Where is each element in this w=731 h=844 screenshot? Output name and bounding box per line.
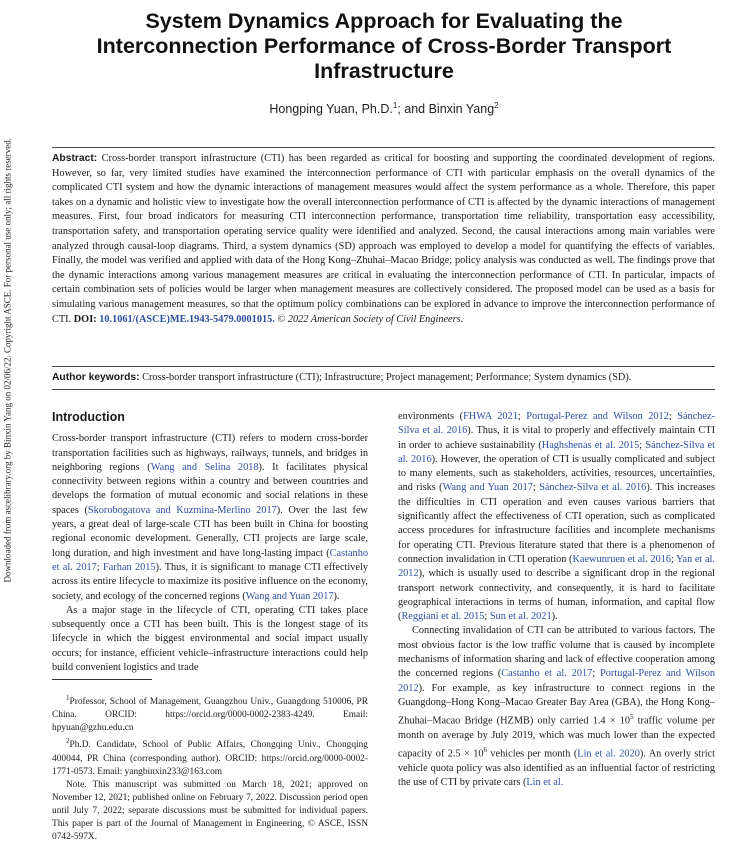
copyright: © 2022 American Society of Civil Engineers. bbox=[277, 313, 464, 325]
abstract-label: Abstract: bbox=[52, 153, 98, 164]
body-text: ). An overly strict vehicle quota policy was also identified as an influential factor of restricting the use of CTI by private cars ( bbox=[398, 748, 715, 789]
author-2-affil: 2 bbox=[494, 101, 499, 110]
citation-link[interactable]: Sun et al. 2021 bbox=[489, 611, 552, 623]
footnote-2: $^2$Ph.D. Candidate, School of Public Affairs, Chongqing Univ., Chongqing 400044, PR China (corresponding author). ORCID: https://orcid.org/0000-0002-1771-0573. Email: yangbinxin233@163.com bbox=[52, 737, 368, 777]
body-text: ; bbox=[532, 482, 540, 494]
body-text: ). It facilitates physical connectivity between regions within a country and between countries and develops the formation of mutual economic and social relations in these spaces ( bbox=[52, 461, 368, 516]
intro-paragraph-1 bbox=[52, 432, 368, 604]
introduction-heading: Introduction bbox=[52, 410, 125, 424]
citation-link[interactable]: Sánchez-Silva et al. 2016 bbox=[539, 482, 647, 494]
keywords-text: Cross-border transport infrastructure (CTI); Infrastructure; Project management; Performance; System dynamics (SD). bbox=[142, 372, 632, 383]
citation-link[interactable]: Sánchez-Silva et al. 2016 bbox=[398, 439, 715, 465]
body-text: ; bbox=[671, 553, 677, 565]
body-text: ). bbox=[333, 590, 340, 602]
keywords-label: Author keywords: bbox=[52, 372, 140, 383]
citation-link[interactable]: Wang and Selina 2018 bbox=[150, 461, 259, 473]
superscript: 6 bbox=[483, 746, 487, 755]
body-text: ; bbox=[592, 668, 601, 680]
right-column bbox=[398, 410, 715, 791]
body-text: Cross-border transport infrastructure (CTI) refers to modern cross-border transportation facilities such as highways, railways, tunnels, and bridges in neighboring regions ( bbox=[52, 433, 368, 473]
citation-link[interactable]: Wang and Yuan 2017 bbox=[442, 482, 533, 494]
citation-link[interactable]: Wang and Yuan 2017 bbox=[245, 590, 334, 602]
author-line bbox=[70, 101, 698, 116]
keywords-top-rule bbox=[52, 366, 715, 367]
footnote-rule bbox=[52, 679, 152, 680]
author-1-affil: 1 bbox=[392, 101, 398, 110]
body-text: ), which is usually used to describe a significant drop in the regional transport network connectivity, and consequently, it is hard to facilitate geographical interactions in terms of human, information, and capital flow ( bbox=[398, 568, 715, 623]
body-text: ). However, the operation of CTI is usually complicated and subject to many elements, such as stakeholders, activities, resources, uncertainties, and risks ( bbox=[398, 453, 715, 494]
intro-paragraph-3 bbox=[398, 410, 715, 624]
citation-link[interactable]: Lin et al. bbox=[526, 777, 564, 789]
keywords-bottom-rule bbox=[52, 389, 715, 390]
author-separator: ; and Binxin Yang bbox=[397, 102, 495, 117]
citation-link[interactable]: Haghshenas et al. 2015 bbox=[541, 439, 640, 451]
citation-link[interactable]: Portugal-Perez and Wilson 2012 bbox=[526, 411, 669, 422]
body-text: ; bbox=[517, 411, 527, 422]
body-text: vehicles per month ( bbox=[487, 748, 578, 760]
body-text: ; bbox=[96, 561, 103, 573]
superscript: 5 bbox=[630, 713, 634, 722]
body-text: traffic volume per month on average by July 2019, which was much lower than the expected capacity of 2.5 × 10 bbox=[398, 715, 715, 760]
body-text: ). For example, as key infrastructure to connect regions in the Guangdong–Hong Kong–Macao Greater Bay Area (GBA), the Hong Kong–Zhuhai–Macao Bridge (HZMB) only carried 1.4 × 10 bbox=[398, 682, 715, 727]
author-1: Hongping Yuan, Ph.D. bbox=[269, 102, 393, 117]
footnote-1: $^1$Professor, School of Management, Guangzhou Univ., Guangdong 510006, PR China. ORCID: https://orcid.org/0000-0002-2383-4249. Email: hpyuan@gzhu.edu.cn bbox=[52, 694, 368, 734]
citation-link[interactable]: Castanho et al. 2017 bbox=[501, 668, 593, 680]
intro-paragraph-4 bbox=[398, 624, 715, 790]
body-text: ; bbox=[668, 411, 678, 422]
doi-label: DOI: bbox=[73, 313, 97, 325]
doi-link[interactable]: 10.1061/(ASCE)ME.1943-5479.0001015. bbox=[99, 313, 275, 325]
citation-link[interactable]: Castanho et al. 2017 bbox=[52, 547, 368, 573]
citation-link[interactable]: Sánchez-Silva et al. 2016 bbox=[398, 411, 715, 437]
body-text: environments ( bbox=[398, 411, 464, 422]
body-text: ; bbox=[484, 611, 490, 623]
body-text: ). This increases the difficulties in CTI operation and even causes various barriers that significantly affect the effectiveness of CTI operation, such as complicated access procedures for infrastructure facilities and incomplete mechanisms for operating CTI. Previous literature stated that there is a phenomenon of connection invalidation in CTI operation ( bbox=[398, 482, 715, 565]
body-text: Connecting invalidation of CTI can be attributed to various factors. The most obvious factor is the low traffic volume that is caused by incomplete mechanisms of information sharing and lack of effective cooperation among the concerned regions ( bbox=[398, 625, 715, 680]
body-text: ). Over the last few years, a great deal of large-scale CTI has been built in China for boosting regional economic development. Generally, CTI projects are large scale, long duration, and high investment and have long-lasting impact ( bbox=[52, 504, 368, 559]
citation-link[interactable]: Skorobogatova and Kuzmina-Merlino 2017 bbox=[87, 504, 277, 516]
left-column bbox=[52, 410, 368, 844]
submission-note: Note. This manuscript was submitted on March 18, 2021; approved on November 12, 2021; published online on February 7, 2022. Discussion period open until July 7, 2022; separate discussions must be submitted for individual papers. This paper is part of the Journal of Management in Engineering, © ASCE, ISSN 0742-597X. bbox=[52, 779, 368, 842]
intro-paragraph-2: As a major stage in the lifecycle of CTI, operating CTI takes place subsequently once a CTI has been built. This is the longest stage of its lifecycle in which the biggest environmental and social impact usually occurs; for instance, efficient vehicle–infrastructure interactions could help build convenient logistics and trade bbox=[52, 604, 368, 674]
paper-title: System Dynamics Approach for Evaluating the Interconnection Performance of Cross-Border Transport Infrastructure bbox=[96, 9, 672, 83]
body-text: ). Thus, it is vital to properly and effectively maintain CTI in order to achieve sustainability ( bbox=[398, 425, 716, 451]
abstract-text: Cross-border transport infrastructure (CTI) has been regarded as critical for boosting and supporting the coordinated development of regions. However, so far, very limited studies have examined the interconnection performance of CTI with particular emphasis on the overall dynamics of the complicated CTI system and how the dynamic interactions of management measures would affect the system performance as a whole. Therefore, this paper takes on a dynamic and holistic view to investigate how the overall interconnection performance of CTI is affected by the dynamic interactions of management measures. First, four broad indicators for measuring CTI interconnection performance, transportation time reliability, transportation easy accessibility, transportation safety, and transportation operating service quality were identified and analyzed. Second, the causal interactions among main variables were analyzed through causal-loop diagrams. Third, a system dynamics (SD) approach was employed to develop a model for quantifying the effects of variables. Finally, the model was verified and applied with data of the Hong Kong–Zhuhai–Macao Bridge; policy analysis was conducted as well. The findings prove that the dynamic interactions among various management measures are critical in evaluating the interconnection performance of CTI. In particular, impacts of certain combination sets of policies would be larger when management measures are collectively considered. The proposed model can be used as a basis for simulating various management measures, so that the optimum policy combinations can be explored in advance to improve the interconnection performance of CTI. bbox=[52, 153, 716, 325]
download-notice: Downloaded from ascelibrary.org by Binxin Yang on 02/06/22. Copyright ASCE. For personal use only; all rights reserved. bbox=[2, 138, 13, 583]
body-text: ). Thus, it is significant to manage CTI effectively across its entire lifecycle to maximize its positive influence on the economy, society, and ecology of the concerned regions ( bbox=[52, 561, 368, 602]
citation-link[interactable]: Portugal-Perez and Wilson 2012 bbox=[398, 668, 715, 694]
body-text: ; bbox=[639, 439, 646, 451]
footnotes bbox=[52, 692, 368, 843]
keywords-block bbox=[52, 371, 715, 385]
citation-link[interactable]: Farhan 2015 bbox=[103, 561, 156, 573]
abstract-block bbox=[52, 152, 715, 327]
citation-link[interactable]: Lin et al. 2020 bbox=[577, 748, 640, 760]
citation-link[interactable]: Kaewunruen et al. 2016 bbox=[572, 553, 672, 565]
body-text: ). bbox=[551, 611, 558, 623]
citation-link[interactable]: Yan et al. 2012 bbox=[398, 553, 715, 580]
top-rule bbox=[52, 147, 715, 148]
citation-link[interactable]: FHWA 2021 bbox=[463, 411, 518, 422]
citation-link[interactable]: Reggiani et al. 2015 bbox=[401, 611, 485, 623]
